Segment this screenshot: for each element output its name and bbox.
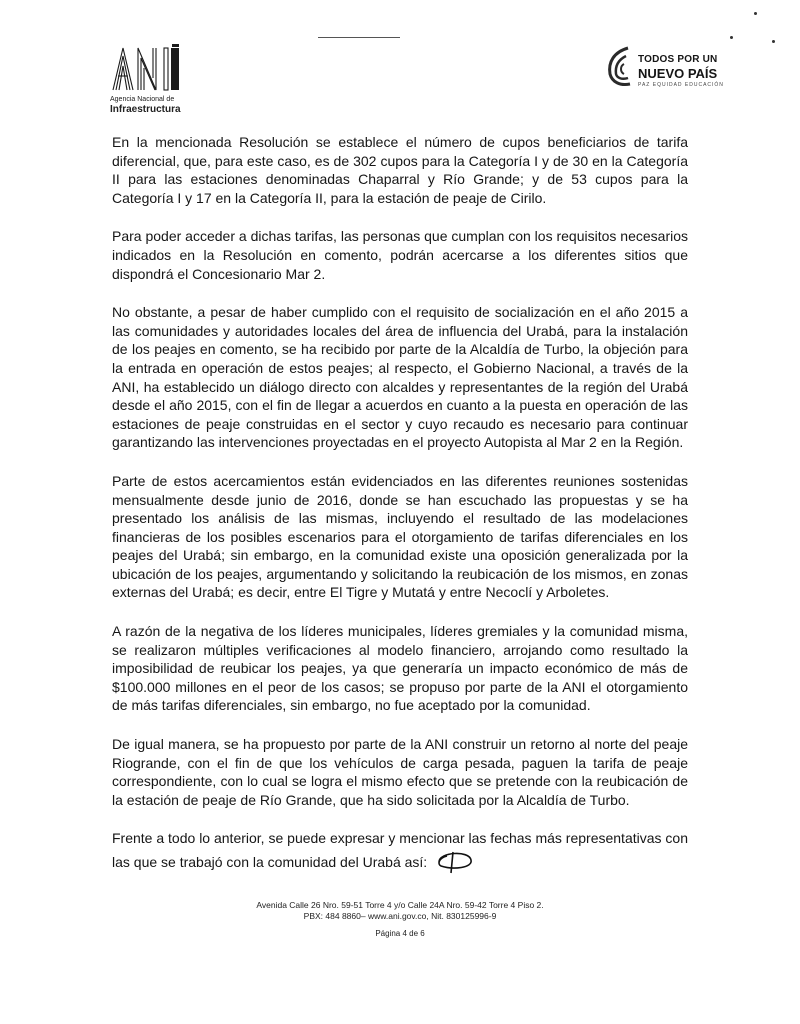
colombia-ribbon-icon <box>606 46 636 90</box>
ani-logo <box>110 44 190 115</box>
footer-address: Avenida Calle 26 Nro. 59-51 Torre 4 y/o Calle 24A Nro. 59-42 Torre 4 Piso 2. <box>256 900 544 910</box>
scan-mark <box>754 12 757 15</box>
scan-mark <box>318 37 400 38</box>
paragraph: Para poder acceder a dichas tarifas, las personas que cumplan con los requisitos necesarios indicados en la Resolución en comento, podrán acercarse a los diferentes sitios que dispondrá el Concesionario Mar 2. <box>112 228 688 282</box>
scan-mark <box>730 36 733 39</box>
slogan-line1: TODOS POR UN <box>638 54 718 65</box>
logo-caption-line2: Infraestructura <box>110 104 181 115</box>
page-footer <box>200 900 600 939</box>
slogan-line2: NUEVO PAÍS <box>638 66 718 81</box>
paragraph: Parte de estos acercamientos están evidenciados en las diferentes reuniones sostenidas mensualmente desde junio de 2016, donde se han escuchado las propuestas y se ha presentado los análisis de las mismas, incluyendo el resultado de las modelaciones financieras de los posibles escenarios para el otorgamiento de tarifas diferenciales en los peajes del Urabá; sin embargo, en la comunidad existe una oposición generalizada por la ubicación de los peajes, argumentando y solicitando la reubicación de los mismos, en zonas externas del Urabá; es decir, entre El Tigre y Mutatá y entre Necoclí y Arboletes. <box>112 472 688 601</box>
slogan-line3: PAZ EQUIDAD EDUCACIÓN <box>638 82 724 88</box>
government-logo <box>606 44 736 94</box>
paragraph: No obstante, a pesar de haber cumplido con el requisito de socialización en el año 2015 a las comunidades y autoridades locales del área de influencia del Urabá, para la instalación de los peajes en comento, se ha recibido por parte de la Alcaldía de Turbo, la objeción para la entrada en operación de estos peajes; al respecto, el Gobierno Nacional, a través de la ANI, ha establecido un diálogo directo con alcaldes y representantes de la región del Urabá desde el año 2015, con el fin de llegar a acuerdos en cuanto a la puesta en operación de las estaciones de peaje construidas en el sector y cuyo recaudo es necesario para continuar garantizando las intervenciones proyectadas en el proyecto Autopista al Mar 2 en la Región. <box>112 304 688 451</box>
scan-mark <box>772 40 775 43</box>
letter-body <box>112 133 688 879</box>
paragraph: En la mencionada Resolución se establece el número de cupos beneficiarios de tarifa diferencial, que, para este caso, es de 302 cupos para la Categoría I y de 30 en la Categoría II para las estaciones denominadas Chaparral y Río Grande; y de 53 cupos para la Categoría I y 17 en la Categoría II, para la estación de peaje de Cirilo. <box>112 134 688 206</box>
paragraph-text: Frente a todo lo anterior, se puede expresar y mencionar las fechas más representativas con las que se trabajó con la comunidad del Urabá así: <box>112 830 688 870</box>
page-number: Página 4 de 6 <box>375 929 425 938</box>
paragraph-with-initial <box>112 829 688 878</box>
logo-caption-line1: Agencia Nacional de <box>110 96 175 103</box>
ani-logo-icon <box>110 44 184 94</box>
footer-contact: PBX: 484 8860– www.ani.gov.co, Nit. 830125996-9 <box>303 911 497 921</box>
paragraph: De igual manera, se ha propuesto por parte de la ANI construir un retorno al norte del peaje Riogrande, con el fin de que los vehículos de carga pesada, paguen la tarifa de peaje correspondiente, con lo cual se logra el mismo efecto que se pretende con la reubicación de la estación de peaje de Río Grande, que ha sido solicitada por la Alcaldía de Turbo. <box>112 736 688 808</box>
paragraph: A razón de la negativa de los líderes municipales, líderes gremiales y la comunidad misma, se realizaron múltiples verificaciones al modelo financiero, arrojando como resultado la imposibilidad de reubicar los peajes, ya que generaría un impacto económico de más de $100.000 millones en el peor de los casos; se propuso por parte de la ANI el otorgamiento de más tarifas diferenciales, sin embargo, no fue aceptado por la comunidad. <box>112 623 688 714</box>
handwritten-initial-icon <box>433 848 475 879</box>
